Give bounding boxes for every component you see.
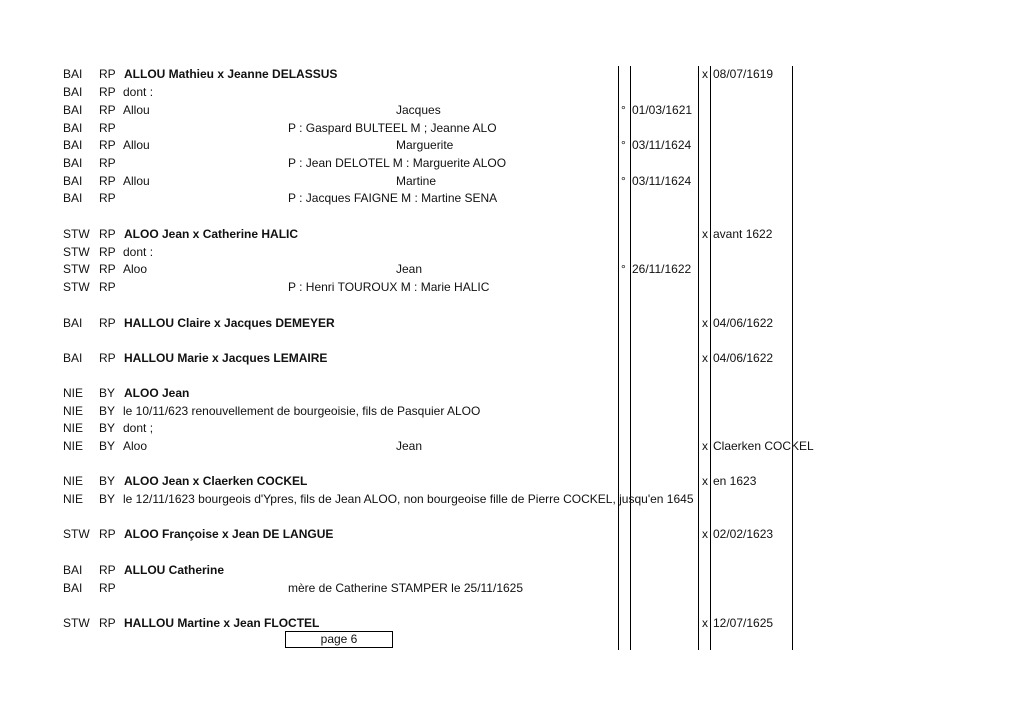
source-code: RP bbox=[99, 527, 116, 541]
record-row bbox=[0, 66, 1024, 83]
record-row bbox=[0, 438, 1024, 455]
location-code: BAI bbox=[63, 103, 83, 117]
record-row bbox=[0, 315, 1024, 332]
baptism-date: 26/11/1622 bbox=[632, 262, 692, 276]
location-code: BAI bbox=[63, 316, 83, 330]
record-text: le 12/11/1623 bourgeois d'Ypres, fils de Jean ALOO, non bourgeoise fille de Pierre COCKEL, jusqu'en 1645 bbox=[123, 492, 694, 506]
marriage-date: 04/06/1622 bbox=[713, 351, 774, 365]
page-number-box bbox=[285, 631, 393, 648]
record-heading: ALOO Jean x Catherine HALIC bbox=[124, 227, 299, 241]
source-code: RP bbox=[99, 563, 116, 577]
record-row bbox=[0, 155, 1024, 172]
marriage-mark: x bbox=[702, 439, 708, 453]
record-text: dont : bbox=[123, 85, 154, 99]
source-code: RP bbox=[99, 227, 116, 241]
marriage-date: 02/02/1623 bbox=[713, 527, 774, 541]
location-code: BAI bbox=[63, 581, 83, 595]
location-code: BAI bbox=[63, 85, 83, 99]
source-code: RP bbox=[99, 138, 116, 152]
source-code: RP bbox=[99, 351, 116, 365]
godparents-text: P : Jacques FAIGNE M : Martine SENA bbox=[288, 191, 498, 205]
location-code: BAI bbox=[63, 191, 83, 205]
source-code: RP bbox=[99, 316, 116, 330]
godparents-text: mère de Catherine STAMPER le 25/11/1625 bbox=[288, 581, 524, 595]
record-row bbox=[0, 526, 1024, 543]
location-code: STW bbox=[63, 245, 90, 259]
record-row bbox=[0, 190, 1024, 207]
location-code: BAI bbox=[63, 174, 83, 188]
source-code: BY bbox=[99, 404, 116, 418]
marriage-mark: x bbox=[702, 616, 708, 630]
source-code: BY bbox=[99, 439, 116, 453]
location-code: NIE bbox=[63, 439, 84, 453]
location-code: STW bbox=[63, 616, 90, 630]
record-row bbox=[0, 385, 1024, 402]
record-heading: ALOO Jean x Claerken COCKEL bbox=[124, 474, 308, 488]
record-text: Allou bbox=[123, 103, 150, 117]
record-text: dont ; bbox=[123, 421, 154, 435]
record-row bbox=[0, 562, 1024, 579]
marriage-date: avant 1622 bbox=[713, 227, 773, 241]
record-row bbox=[0, 226, 1024, 243]
marriage-date: en 1623 bbox=[713, 474, 757, 488]
record-row bbox=[0, 102, 1024, 119]
source-code: BY bbox=[99, 492, 116, 506]
location-code: NIE bbox=[63, 474, 84, 488]
source-code: RP bbox=[99, 156, 116, 170]
marriage-mark: x bbox=[702, 474, 708, 488]
record-row bbox=[0, 261, 1024, 278]
record-row bbox=[0, 279, 1024, 296]
location-code: NIE bbox=[63, 386, 84, 400]
location-code: NIE bbox=[63, 492, 84, 506]
given-name: Martine bbox=[396, 174, 437, 188]
source-code: RP bbox=[99, 67, 116, 81]
given-name: Jacques bbox=[396, 103, 441, 117]
godparents-text: P : Jean DELOTEL M : Marguerite ALOO bbox=[288, 156, 507, 170]
source-code: RP bbox=[99, 174, 116, 188]
page-number-label: page 6 bbox=[320, 632, 358, 646]
location-code: STW bbox=[63, 280, 90, 294]
marriage-mark: x bbox=[702, 316, 708, 330]
baptism-mark: ° bbox=[621, 174, 626, 188]
baptism-date: 03/11/1624 bbox=[632, 174, 692, 188]
record-heading: HALLOU Claire x Jacques DEMEYER bbox=[124, 316, 335, 330]
marriage-mark: x bbox=[702, 351, 708, 365]
source-code: RP bbox=[99, 245, 116, 259]
record-row bbox=[0, 244, 1024, 261]
source-code: RP bbox=[99, 191, 116, 205]
marriage-mark: x bbox=[702, 527, 708, 541]
record-text: Aloo bbox=[123, 439, 148, 453]
source-code: RP bbox=[99, 581, 116, 595]
marriage-mark: x bbox=[702, 227, 708, 241]
record-text: Allou bbox=[123, 174, 150, 188]
record-row bbox=[0, 491, 1024, 508]
location-code: STW bbox=[63, 227, 90, 241]
location-code: BAI bbox=[63, 121, 83, 135]
record-row bbox=[0, 403, 1024, 420]
marriage-date: 04/06/1622 bbox=[713, 316, 774, 330]
marriage-date: Claerken COCKEL bbox=[713, 439, 814, 453]
source-code: BY bbox=[99, 386, 116, 400]
location-code: BAI bbox=[63, 67, 83, 81]
baptism-mark: ° bbox=[621, 103, 626, 117]
location-code: STW bbox=[63, 262, 90, 276]
source-code: RP bbox=[99, 262, 116, 276]
record-row bbox=[0, 84, 1024, 101]
given-name: Marguerite bbox=[396, 138, 454, 152]
record-row bbox=[0, 420, 1024, 437]
record-row bbox=[0, 350, 1024, 367]
source-code: RP bbox=[99, 280, 116, 294]
record-row bbox=[0, 580, 1024, 597]
source-code: RP bbox=[99, 85, 116, 99]
location-code: NIE bbox=[63, 404, 84, 418]
baptism-date: 01/03/1621 bbox=[632, 103, 693, 117]
record-row bbox=[0, 615, 1024, 632]
given-name: Jean bbox=[396, 439, 423, 453]
record-heading: HALLOU Marie x Jacques LEMAIRE bbox=[124, 351, 328, 365]
record-heading: ALLOU Mathieu x Jeanne DELASSUS bbox=[124, 67, 338, 81]
location-code: NIE bbox=[63, 421, 84, 435]
record-row bbox=[0, 120, 1024, 137]
source-code: BY bbox=[99, 474, 116, 488]
record-text: Allou bbox=[123, 138, 150, 152]
baptism-date: 03/11/1624 bbox=[632, 138, 692, 152]
record-heading: HALLOU Martine x Jean FLOCTEL bbox=[124, 616, 320, 630]
godparents-text: P : Gaspard BULTEEL M ; Jeanne ALO bbox=[288, 121, 497, 135]
record-row bbox=[0, 473, 1024, 490]
given-name: Jean bbox=[396, 262, 423, 276]
location-code: BAI bbox=[63, 156, 83, 170]
location-code: BAI bbox=[63, 351, 83, 365]
record-heading: ALOO Françoise x Jean DE LANGUE bbox=[124, 527, 334, 541]
source-code: RP bbox=[99, 103, 116, 117]
baptism-mark: ° bbox=[621, 138, 626, 152]
source-code: BY bbox=[99, 421, 116, 435]
record-text: dont : bbox=[123, 245, 154, 259]
godparents-text: P : Henri TOUROUX M : Marie HALIC bbox=[288, 280, 490, 294]
record-text: le 10/11/623 renouvellement de bourgeoisie, fils de Pasquier ALOO bbox=[123, 404, 481, 418]
record-row bbox=[0, 173, 1024, 190]
baptism-mark: ° bbox=[621, 262, 626, 276]
location-code: STW bbox=[63, 527, 90, 541]
marriage-mark: x bbox=[702, 67, 708, 81]
location-code: BAI bbox=[63, 138, 83, 152]
location-code: BAI bbox=[63, 563, 83, 577]
source-code: RP bbox=[99, 616, 116, 630]
record-text: Aloo bbox=[123, 262, 148, 276]
marriage-date: 08/07/1619 bbox=[713, 67, 774, 81]
record-heading: ALLOU Catherine bbox=[124, 563, 225, 577]
record-row bbox=[0, 137, 1024, 154]
source-code: RP bbox=[99, 121, 116, 135]
marriage-date: 12/07/1625 bbox=[713, 616, 774, 630]
record-heading: ALOO Jean bbox=[124, 386, 190, 400]
